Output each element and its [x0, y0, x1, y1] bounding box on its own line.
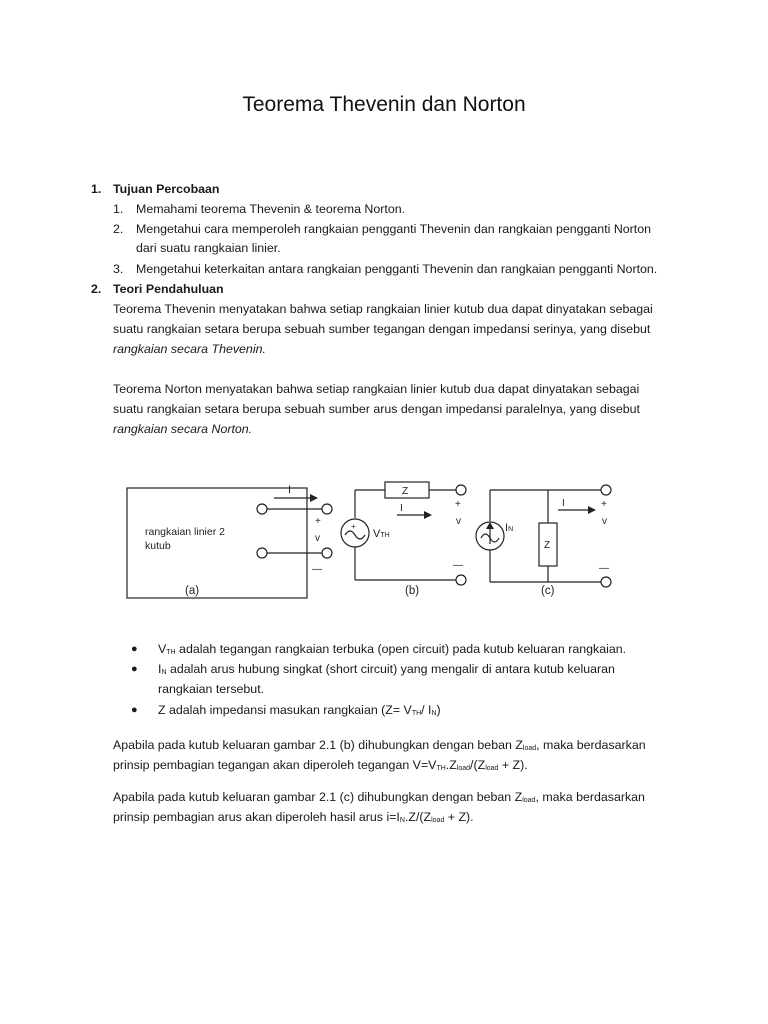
- bullet-vth: VTH adalah tegangan rangkaian terbuka (open circuit) pada kutub keluaran rangkaian.: [158, 642, 627, 656]
- output-terminal-a-top: [322, 504, 332, 514]
- section-2-heading: Teori Pendahuluan: [113, 282, 224, 296]
- norton-paragraph-line-1: Teorema Norton menyatakan bahwa setiap rangkaian linier kutub dua dapat dinyatakan sebagai: [113, 382, 640, 396]
- section-1-number: 1.: [91, 182, 102, 196]
- objective-1-text: Memahami teorema Thevenin & teorema Norton.: [136, 202, 406, 216]
- current-label-b: I: [400, 503, 403, 514]
- output-terminal-c-top: [601, 485, 611, 495]
- thevenin-paragraph-line-3: rangkaian secara Thevenin.: [113, 342, 266, 356]
- voltage-divider-line-2: prinsip pembagian tegangan akan diperoleh tegangan V=VTH.Zload/(Zload + Z).: [113, 758, 528, 772]
- caption-a: (a): [185, 585, 200, 597]
- bullet-in-line-2: rangkaian tersebut.: [158, 682, 265, 696]
- thevenin-paragraph-line-2: suatu rangkaian setara berupa sebuah sumber tegangan dengan impedansi serinya, yang disebut: [113, 322, 651, 336]
- source-label-c: I: [505, 522, 509, 534]
- bullet-in: IN adalah arus hubung singkat (short circuit) yang mengalir di antara kutub keluaran: [158, 662, 615, 676]
- source-sub-b: TH: [380, 532, 390, 539]
- plus-label-a: +: [315, 516, 321, 527]
- output-terminal-c-bottom: [601, 577, 611, 587]
- caption-b: (b): [405, 585, 420, 597]
- v-label-c: v: [602, 516, 607, 527]
- caption-c: (c): [541, 585, 555, 597]
- source-plus-b: +: [351, 522, 356, 531]
- current-label-a: I: [288, 484, 292, 496]
- objective-2-line-2: dari suatu rangkaian linier.: [136, 241, 281, 255]
- output-terminal-b-top: [456, 485, 466, 495]
- bullet-dot: ●: [131, 643, 138, 655]
- objective-2-number: 2.: [113, 222, 124, 236]
- norton-paragraph-line-3: rangkaian secara Norton.: [113, 422, 253, 436]
- bullet-z: Z adalah impedansi masukan rangkaian (Z= VTH/ IN): [158, 703, 441, 717]
- source-sub-c: N: [508, 526, 514, 533]
- current-divider-line-2: prinsip pembagian arus akan diperoleh hasil arus i=IN.Z/(Zload + Z).: [113, 810, 474, 824]
- box-label-line-1: rangkaian linier 2: [145, 526, 225, 538]
- output-terminal-a-bottom: [322, 548, 332, 558]
- output-terminal-b-bottom: [456, 575, 466, 585]
- norton-paragraph-line-2: suatu rangkaian setara berupa sebuah sumber arus dengan impedansi paralelnya, yang disebut: [113, 402, 640, 416]
- minus-label-b: —: [453, 560, 463, 571]
- terminal-a-bottom: [257, 548, 267, 558]
- objective-1-number: 1.: [113, 202, 124, 216]
- svg-text:VTH: [373, 528, 390, 540]
- v-label-b: v: [456, 516, 461, 527]
- terminal-a-top: [257, 504, 267, 514]
- current-label-c: I: [562, 498, 565, 509]
- current-divider-line-1: Apabila pada kutub keluaran gambar 2.1 (c) dihubungkan dengan beban Zload, maka berdasarkan: [113, 790, 645, 804]
- objective-3-number: 3.: [113, 262, 124, 276]
- objective-3-text: Mengetahui keterkaitan antara rangkaian pengganti Thevenin dan rangkaian pengganti Norton.: [136, 262, 658, 276]
- source-label-b: V: [373, 528, 381, 540]
- voltage-divider-line-1: Apabila pada kutub keluaran gambar 2.1 (b) dihubungkan dengan beban Zload, maka berdasarkan: [113, 738, 646, 752]
- box-label-line-2: kutub: [145, 540, 171, 552]
- v-label-a: v: [315, 533, 320, 544]
- bullet-dot: ●: [131, 663, 138, 675]
- svg-text:IN: [505, 522, 513, 534]
- minus-label-c: —: [599, 563, 609, 574]
- thevenin-paragraph-line-1: Teorema Thevenin menyatakan bahwa setiap rangkaian linier kutub dua dapat dinyatakan sebagai: [113, 302, 653, 316]
- page-title: Teorema Thevenin dan Norton: [242, 93, 526, 116]
- plus-label-c: +: [601, 499, 607, 510]
- plus-label-b: +: [455, 499, 461, 510]
- section-2-number: 2.: [91, 282, 102, 296]
- section-1-heading: Tujuan Percobaan: [113, 182, 220, 196]
- z-label-b: Z: [402, 486, 409, 497]
- objective-2-line-1: Mengetahui cara memperoleh rangkaian pengganti Thevenin dan rangkaian pengganti Norton: [136, 222, 652, 236]
- bullet-dot: ●: [131, 704, 138, 716]
- circuit-figure: [0, 470, 768, 605]
- minus-label-a: —: [312, 564, 322, 575]
- z-label-c: Z: [544, 540, 551, 551]
